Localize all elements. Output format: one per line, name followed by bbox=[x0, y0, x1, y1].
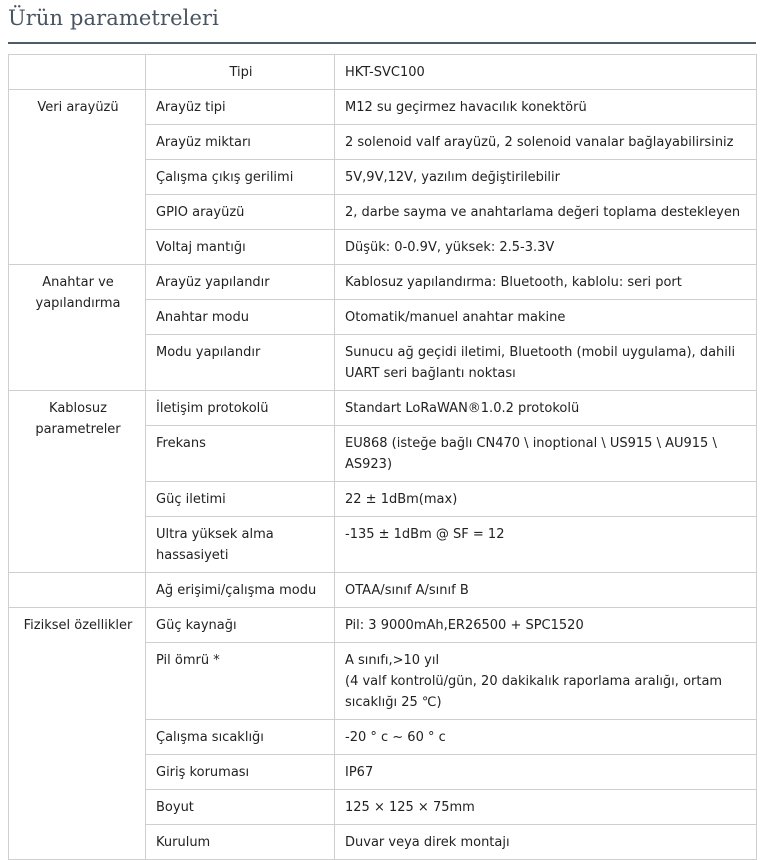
row-label: Voltaj mantığı bbox=[146, 230, 335, 265]
row-label: Ultra yüksek alma hassasiyeti bbox=[146, 517, 335, 573]
row-value: 22 ± 1dBm(max) bbox=[335, 482, 757, 517]
group-label: Fiziksel özellikler bbox=[9, 608, 146, 860]
row-value-note: (4 valf kontrolü/gün, 20 dakikalık raporlama aralığı, ortam sıcaklığı 25 ℃) bbox=[345, 674, 723, 710]
row-label: Anahtar modu bbox=[146, 300, 335, 335]
row-label: Pil ömrü * bbox=[146, 643, 335, 720]
table-row bbox=[9, 608, 757, 643]
row-value: HKT-SVC100 bbox=[335, 55, 757, 90]
table-row-type bbox=[9, 55, 757, 90]
group-label: Veri arayüzü bbox=[9, 90, 146, 265]
row-label: Arayüz yapılandır bbox=[146, 265, 335, 300]
group-label: Kablosuz parametreler bbox=[9, 391, 146, 573]
row-value: IP67 bbox=[335, 755, 757, 790]
row-value: EU868 (isteğe bağlı CN470 \ inoptional \ US915 \ AU915 \ AS923) bbox=[335, 426, 757, 482]
row-label: Çalışma sıcaklığı bbox=[146, 720, 335, 755]
row-label: Kurulum bbox=[146, 825, 335, 860]
row-label: Tipi bbox=[146, 55, 335, 90]
row-label: Arayüz miktarı bbox=[146, 125, 335, 160]
row-label: Arayüz tipi bbox=[146, 90, 335, 125]
row-value: A sınıfı,>10 yıl bbox=[345, 653, 440, 668]
row-value: 125 × 125 × 75mm bbox=[335, 790, 757, 825]
row-value: M12 su geçirmez havacılık konektörü bbox=[335, 90, 757, 125]
row-label: Frekans bbox=[146, 426, 335, 482]
row-value: -20 ° c ~ 60 ° c bbox=[335, 720, 757, 755]
row-label: Giriş koruması bbox=[146, 755, 335, 790]
row-label: Boyut bbox=[146, 790, 335, 825]
row-value: -135 ± 1dBm @ SF = 12 bbox=[335, 517, 757, 573]
table-row bbox=[9, 391, 757, 426]
product-parameters-table bbox=[8, 54, 757, 860]
row-value: Standart LoRaWAN®1.0.2 protokolü bbox=[335, 391, 757, 426]
row-value: OTAA/sınıf A/sınıf B bbox=[335, 573, 757, 608]
row-value: Sunucu ağ geçidi iletimi, Bluetooth (mobil uygulama), dahili UART seri bağlantı noktası bbox=[335, 335, 757, 391]
row-value: Duvar veya direk montajı bbox=[335, 825, 757, 860]
row-label: İletişim protokolü bbox=[146, 391, 335, 426]
table-row bbox=[9, 265, 757, 300]
row-label: GPIO arayüzü bbox=[146, 195, 335, 230]
row-label: Ağ erişimi/çalışma modu bbox=[146, 573, 335, 608]
row-label: Güç iletimi bbox=[146, 482, 335, 517]
row-value: 5V,9V,12V, yazılım değiştirilebilir bbox=[335, 160, 757, 195]
title-divider bbox=[8, 42, 756, 44]
group-label: Anahtar ve yapılandırma bbox=[9, 265, 146, 391]
empty-cell bbox=[9, 55, 146, 90]
page-title: Ürün parametreleri bbox=[8, 6, 219, 30]
group-label bbox=[9, 573, 146, 608]
row-label: Güç kaynağı bbox=[146, 608, 335, 643]
row-label: Çalışma çıkış gerilimi bbox=[146, 160, 335, 195]
row-value: 2, darbe sayma ve anahtarlama değeri toplama destekleyen bbox=[335, 195, 757, 230]
row-value: Kablosuz yapılandırma: Bluetooth, kablolu: seri port bbox=[335, 265, 757, 300]
row-value: Otomatik/manuel anahtar makine bbox=[335, 300, 757, 335]
row-value: 2 solenoid valf arayüzü, 2 solenoid vanalar bağlayabilirsiniz bbox=[335, 125, 757, 160]
row-value: Pil: 3 9000mAh,ER26500 + SPC1520 bbox=[335, 608, 757, 643]
row-value-multiline bbox=[335, 643, 757, 720]
row-value: Düşük: 0-0.9V, yüksek: 2.5-3.3V bbox=[335, 230, 757, 265]
row-label: Modu yapılandır bbox=[146, 335, 335, 391]
table-row bbox=[9, 573, 757, 608]
table-row bbox=[9, 90, 757, 125]
